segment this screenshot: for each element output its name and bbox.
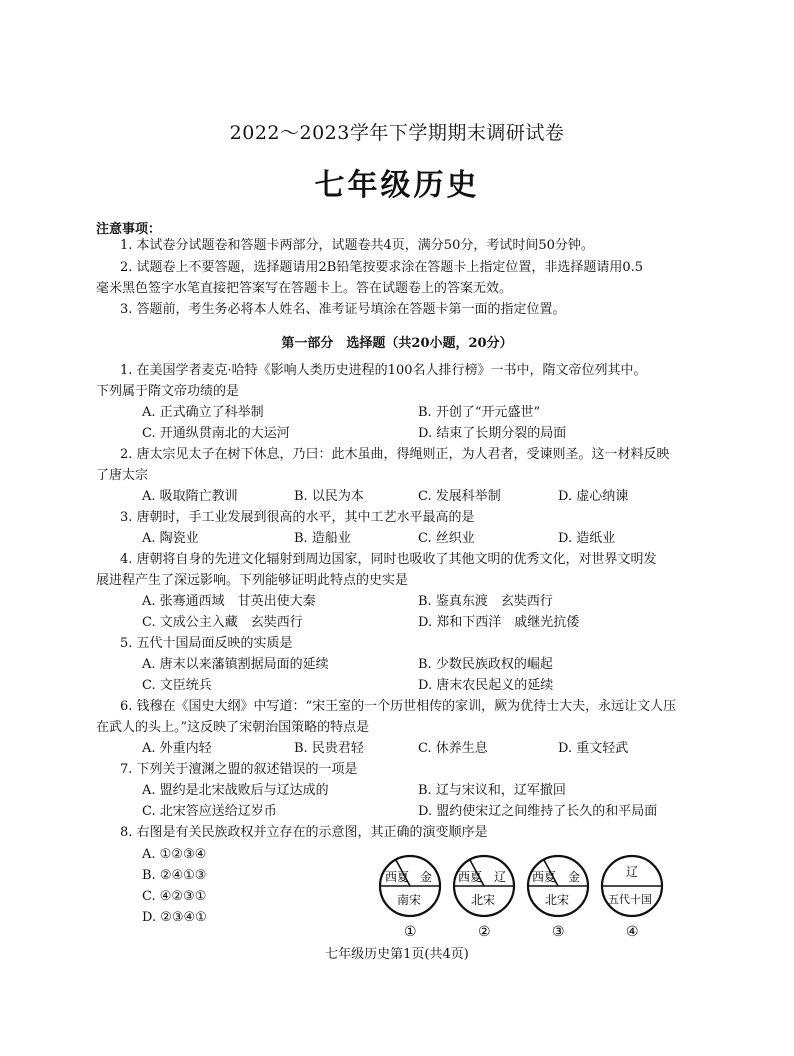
option: A. 唐末以来藩镇割据局面的延续 [142,657,329,672]
exam-title: 2022～2023学年下学期期末调研试卷 [229,122,565,144]
notice-title: 注意事项： [96,222,162,237]
question-stem: 5. 五代十国局面反映的实质是 [120,636,293,651]
region-label: 五代十国 [608,893,652,906]
circle-number: ④ [626,924,639,940]
option: A. 盟约是北宋战败后与辽达成的 [142,783,329,798]
circle-number: ② [478,924,491,940]
section-title: 第一部分 选择题（共20小题，20分） [281,336,513,351]
question-stem: 8. 右图是有关民族政权并立存在的示意图，其正确的演变顺序是 [120,825,488,840]
option: D. ②③④① [142,910,207,925]
question-stem: 6. 钱穆在《国史大纲》中写道：“宋王室的一个历世相传的家训，厥为优待士大夫，永远让文人压 [120,699,677,714]
region-label: 金 [420,870,433,884]
option: B. 民贵君轻 [294,741,364,756]
option: B. 以民为本 [294,489,364,504]
option: B. 开创了“开元盛世” [418,405,541,420]
regimes-diagram [370,848,670,940]
option: A. 吸取隋亡教训 [142,489,238,504]
option: D. 郑和下西洋 戚继光抗倭 [418,615,580,630]
option: D. 虚心纳谏 [558,489,629,504]
region-label: 北宋 [545,893,570,907]
option: B. ②④①③ [142,868,207,883]
question-stem: 下列属于隋文帝功绩的是 [96,384,240,399]
regime-circle-2 [454,856,514,940]
option: D. 造纸业 [558,531,616,546]
question-stem: 4. 唐朝将自身的先进文化辐射到周边国家，同时也吸收了其他文明的优秀文化，对世界文明发 [120,552,657,567]
region-label: 辽 [494,870,507,884]
option: D. 唐末农民起义的延续 [418,678,554,693]
question-stem: 2. 唐太宗见太子在树下休息，乃曰：此木虽曲，得绳则正，为人君者，受谏则圣。这一材料反映 [120,447,670,462]
notice-item: 1. 本试卷分试题卷和答题卡两部分，试题卷共4页，满分50分，考试时间50分钟。 [120,238,594,253]
page-footer: 七年级历史第1页(共4页) [325,947,469,962]
option: A. 外重内轻 [142,741,212,756]
regime-circle-3 [528,856,588,940]
option: C. 开通纵贯南北的大运河 [142,426,290,441]
option: D. 盟约使宋辽之间维持了长久的和平局面 [418,804,658,819]
region-label: 辽 [626,865,639,879]
option: A. ①②③④ [142,847,207,862]
region-label: 西夏 [458,870,483,884]
notice-item: 3. 答题前，考生务必将本人姓名、准考证号填涂在答题卡第一面的指定位置。 [120,302,566,317]
notice-item: 2. 试题卷上不要答题，选择题请用2B铅笔按要求涂在答题卡上指定位置，非选择题请用0.5 [120,260,644,275]
question-stem: 3. 唐朝时，手工业发展到很高的水平，其中工艺水平最高的是 [120,510,475,525]
option: B. 辽与宋议和，辽军撤回 [418,783,566,798]
option: C. 丝织业 [418,531,475,546]
option: A. 陶瓷业 [142,531,199,546]
option: C. ④②③① [142,889,207,904]
question-stem: 7. 下列关于澶渊之盟的叙述错误的一项是 [120,762,358,777]
option: B. 造船业 [294,531,351,546]
option: C. 文臣统兵 [142,678,212,693]
option: A. 正式确立了科举制 [142,405,264,420]
notice-item: 毫米黑色签字水笔直接把答案写在答题卡上。答在试题卷上的答案无效。 [96,281,513,296]
region-label: 北宋 [471,893,496,907]
region-label: 西夏 [385,870,410,884]
question-stem: 展进程产生了深远影响。下列能够证明此特点的史实是 [96,573,409,588]
option: C. 文成公主入藏 玄奘西行 [142,615,303,630]
option: A. 张骞通西域 甘英出使大秦 [142,594,316,609]
option: D. 重文轻武 [558,741,629,756]
circle-number: ① [404,924,417,940]
question-stem: 在武人的头上。”这反映了宋朝治国策略的特点是 [96,720,370,735]
region-label: 西夏 [532,870,557,884]
option: D. 结束了长期分裂的局面 [418,426,567,441]
option: B. 少数民族政权的崛起 [418,657,553,672]
region-label: 南宋 [397,893,422,907]
option: C. 休养生息 [418,741,488,756]
circle-number: ③ [552,924,565,940]
question-stem: 了唐太宗 [96,468,149,483]
subject-title: 七年级历史 [314,168,480,203]
option: C. 发展科举制 [418,489,501,504]
option: B. 鉴真东渡 玄奘西行 [418,594,553,609]
question-stem: 1. 在美国学者麦克·哈特《影响人类历史进程的100名人排行榜》一书中，隋文帝位列其中。 [120,363,647,378]
regime-circle-4 [602,856,662,940]
regime-circle-1 [380,856,440,940]
region-label: 金 [568,870,581,884]
option: C. 北宋答应送给辽岁币 [142,804,277,819]
